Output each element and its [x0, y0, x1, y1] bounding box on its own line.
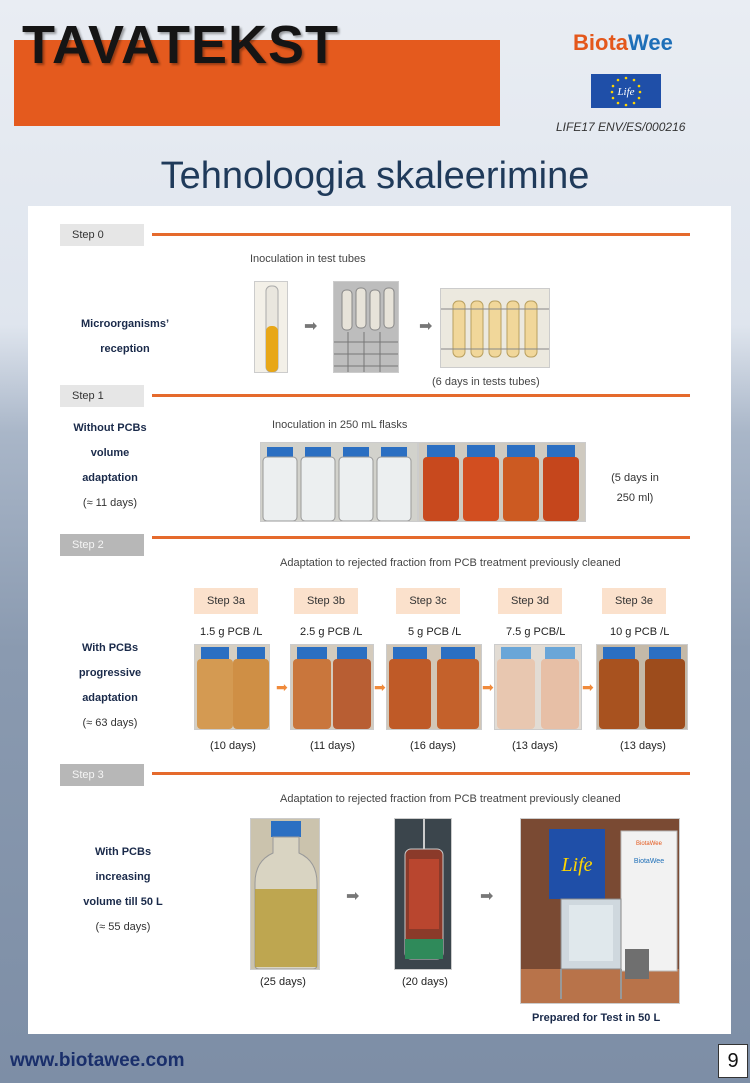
process-panel — [28, 206, 731, 1034]
large-bottle-photo — [250, 818, 320, 970]
step3-days-reactor: (20 days) — [402, 976, 448, 988]
arrow-right-icon: ➡ — [419, 318, 433, 335]
poster-small-label: BiotaWee — [633, 858, 665, 865]
poster-brand-label: BiotaWee — [636, 841, 662, 847]
step0-label-line1: Microorganisms’ — [80, 318, 170, 330]
step3-days-bottle: (25 days) — [260, 976, 306, 988]
pilot-plant-photo — [520, 818, 680, 1004]
life-project-code: LIFE17 ENV/ES/000216 — [556, 120, 686, 134]
substep-concentration: 10 g PCB /L — [610, 626, 670, 638]
tube-rack-photo — [333, 281, 399, 373]
step3-label-line1: With PCBs — [94, 846, 152, 858]
brand-logo — [573, 30, 673, 56]
arrow-right-icon: ➡ — [374, 679, 386, 695]
tubes-in-rack-photo — [440, 288, 550, 368]
step0-note: (6 days in tests tubes) — [432, 376, 540, 388]
step3-label-line3: volume till 50 L — [83, 896, 163, 908]
substep-concentration: 1.5 g PCB /L — [200, 626, 263, 638]
main-title: Tehnoloogia skaleerimine — [160, 155, 590, 197]
step1-label-days: (≈ 11 days) — [82, 497, 138, 509]
brand-part-biota: Biota — [573, 30, 628, 55]
website-link[interactable]: www.biotawee.com — [10, 1050, 185, 1071]
reactor-photo — [394, 818, 452, 970]
step2-line — [152, 536, 690, 539]
step0-line — [152, 233, 690, 236]
step2-label-line3: adaptation — [82, 692, 138, 704]
step1-label-line3: adaptation — [82, 472, 138, 484]
step1-caption: Inoculation in 250 mL flasks — [272, 419, 408, 431]
test-tube-photo — [254, 281, 288, 373]
step1-note-line1: (5 days in — [611, 472, 659, 484]
prepared-label: Prepared for Test in 50 L — [532, 1012, 661, 1024]
arrow-right-icon: ➡ — [480, 888, 494, 905]
page-number: 9 — [718, 1044, 748, 1078]
eu-flag-text: Life — [617, 86, 635, 98]
eu-life-flag-icon — [591, 74, 661, 108]
substep-3b-photo — [290, 644, 374, 730]
step3-label-days: (≈ 55 days) — [95, 921, 151, 933]
step0-label — [50, 312, 200, 362]
substep-3c-photo — [386, 644, 482, 730]
substep-tag: Step 3d — [498, 588, 562, 614]
substep-days: (11 days) — [310, 740, 356, 752]
step3-label — [48, 840, 198, 940]
step2-tag: Step 2 — [60, 534, 144, 556]
step2-label-line2: progressive — [78, 667, 142, 679]
step1-tag: Step 1 — [60, 385, 144, 407]
substep-days: (13 days) — [620, 740, 666, 752]
step3-caption: Adaptation to rejected fraction from PCB treatment previously cleaned — [280, 793, 621, 805]
red-flasks-photo — [418, 442, 586, 522]
step2-caption: Adaptation to rejected fraction from PCB treatment previously cleaned — [280, 557, 621, 569]
substep-tag: Step 3e — [602, 588, 666, 614]
clear-flasks-photo — [260, 442, 418, 522]
arrow-right-icon: ➡ — [276, 679, 288, 695]
substep-days: (13 days) — [512, 740, 558, 752]
substep-concentration: 7.5 g PCB/L — [506, 626, 566, 638]
substep-tag: Step 3a — [194, 588, 258, 614]
substep-days: (10 days) — [210, 740, 256, 752]
step0-label-line2: reception — [100, 343, 150, 355]
substep-tag: Step 3b — [294, 588, 358, 614]
arrow-right-icon: ➡ — [346, 888, 360, 905]
step3-tag: Step 3 — [60, 764, 144, 786]
step1-label — [50, 416, 170, 516]
step1-note-line2: 250 ml) — [616, 492, 654, 504]
step2-label-line1: With PCBs — [81, 642, 139, 654]
svg-text:Life: Life — [561, 854, 593, 876]
step1-line — [152, 394, 690, 397]
step1-label-line1: Without PCBs — [73, 422, 147, 434]
step3-line — [152, 772, 690, 775]
step1-note — [600, 472, 670, 504]
step2-label-days: (≈ 63 days) — [82, 717, 138, 729]
arrow-right-icon: ➡ — [582, 679, 594, 695]
substep-3e-photo — [596, 644, 688, 730]
step0-tag: Step 0 — [60, 224, 144, 246]
step1-label-line2: volume — [90, 447, 130, 459]
page-heading: TAVATEKST — [22, 15, 339, 75]
arrow-right-icon: ➡ — [304, 318, 318, 335]
step0-caption: Inoculation in test tubes — [250, 253, 366, 265]
substep-days: (16 days) — [410, 740, 456, 752]
arrow-right-icon: ➡ — [482, 679, 494, 695]
substep-tag: Step 3c — [396, 588, 460, 614]
substep-concentration: 2.5 g PCB /L — [300, 626, 363, 638]
substep-concentration: 5 g PCB /L — [408, 626, 462, 638]
step2-label — [50, 636, 170, 736]
substep-3d-photo — [494, 644, 582, 730]
substep-3a-photo — [194, 644, 270, 730]
step3-label-line2: increasing — [95, 871, 151, 883]
brand-part-wee: Wee — [628, 30, 673, 55]
